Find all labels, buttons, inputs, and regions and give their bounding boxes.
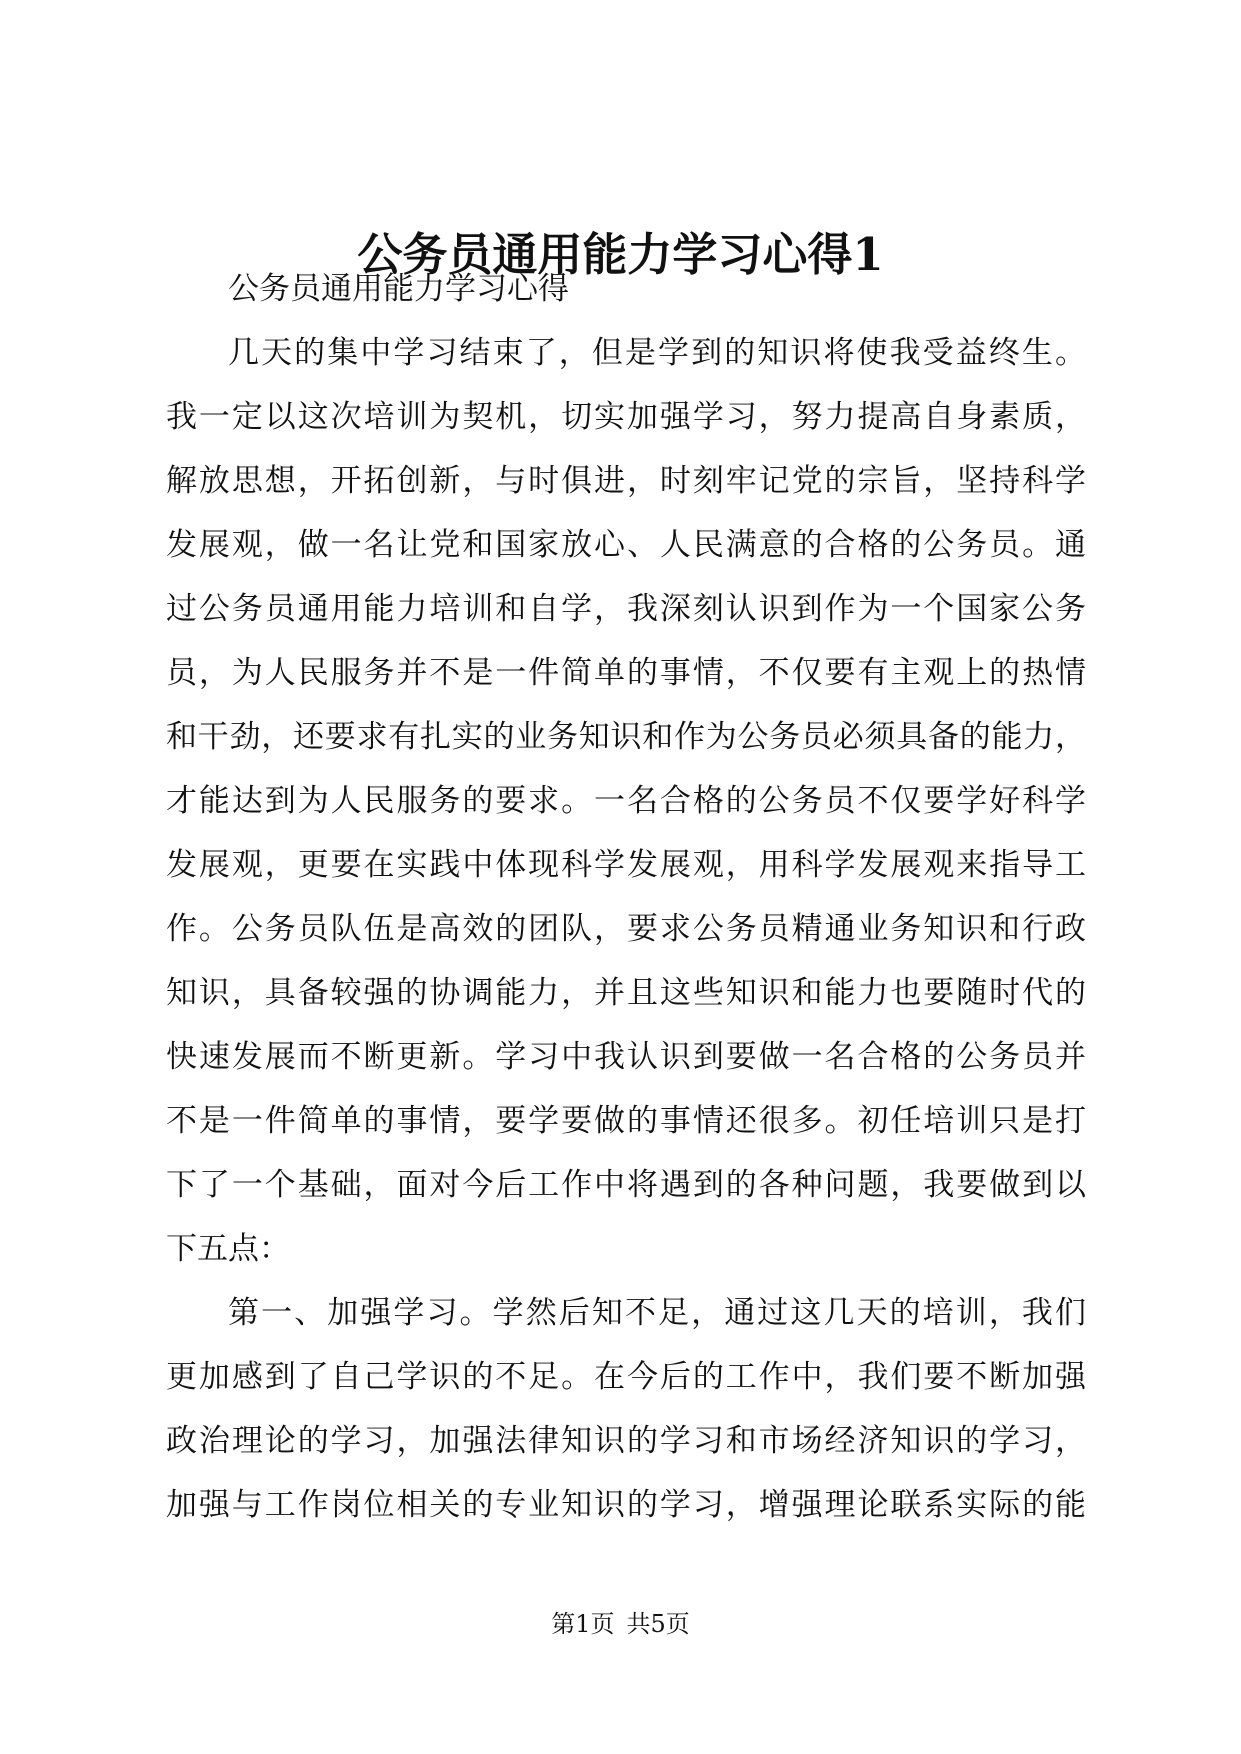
body-line: 加强与工作岗位相关的专业知识的学习，增强理论联系实际的能 [166, 1487, 1086, 1523]
page-footer [0, 1608, 1241, 1640]
body-line: 更加感到了自己学识的不足。在今后的工作中，我们要不断加强 [166, 1359, 1086, 1395]
body-line: 知识，具备较强的协调能力，并且这些知识和能力也要随时代的 [166, 975, 1086, 1011]
body-line: 不是一件简单的事情，要学要做的事情还很多。初任培训只是打 [166, 1103, 1086, 1139]
body-line: 和干劲，还要求有扎实的业务知识和作为公务员必须具备的能力， [166, 719, 1086, 755]
body-line: 发展观，做一名让党和国家放心、人民满意的合格的公务员。通 [166, 527, 1086, 563]
page-number: 第1页 [551, 1610, 615, 1638]
body-line: 发展观，更要在实践中体现科学发展观，用科学发展观来指导工 [166, 847, 1086, 883]
body-line: 政治理论的学习，加强法律知识的学习和市场经济知识的学习， [166, 1423, 1086, 1459]
body-line: 几天的集中学习结束了，但是学到的知识将使我受益终生。 [228, 335, 1086, 371]
body-line: 我一定以这次培训为契机，切实加强学习，努力提高自身素质， [166, 399, 1086, 435]
body-line: 解放思想，开拓创新，与时俱进，时刻牢记党的宗旨，坚持科学 [166, 463, 1086, 499]
document-body [166, 257, 1086, 1537]
body-line: 第一、加强学习。学然后知不足，通过这几天的培训，我们 [228, 1295, 1086, 1331]
body-line: 公务员通用能力学习心得 [228, 271, 569, 307]
body-line: 过公务员通用能力培训和自学，我深刻认识到作为一个国家公务 [166, 591, 1086, 627]
body-line: 作。公务员队伍是高效的团队，要求公务员精通业务知识和行政 [166, 911, 1086, 947]
body-line: 下五点： [166, 1231, 290, 1267]
body-line: 快速发展而不断更新。学习中我认识到要做一名合格的公务员并 [166, 1039, 1086, 1075]
document-title: 公务员通用能力学习心得1 [357, 228, 884, 281]
body-line: 员，为人民服务并不是一件简单的事情，不仅要有主观上的热情 [166, 655, 1086, 691]
body-line: 才能达到为人民服务的要求。一名合格的公务员不仅要学好科学 [166, 783, 1086, 819]
body-line: 下了一个基础，面对今后工作中将遇到的各种问题，我要做到以 [166, 1167, 1086, 1203]
page-total: 共5页 [626, 1610, 690, 1638]
